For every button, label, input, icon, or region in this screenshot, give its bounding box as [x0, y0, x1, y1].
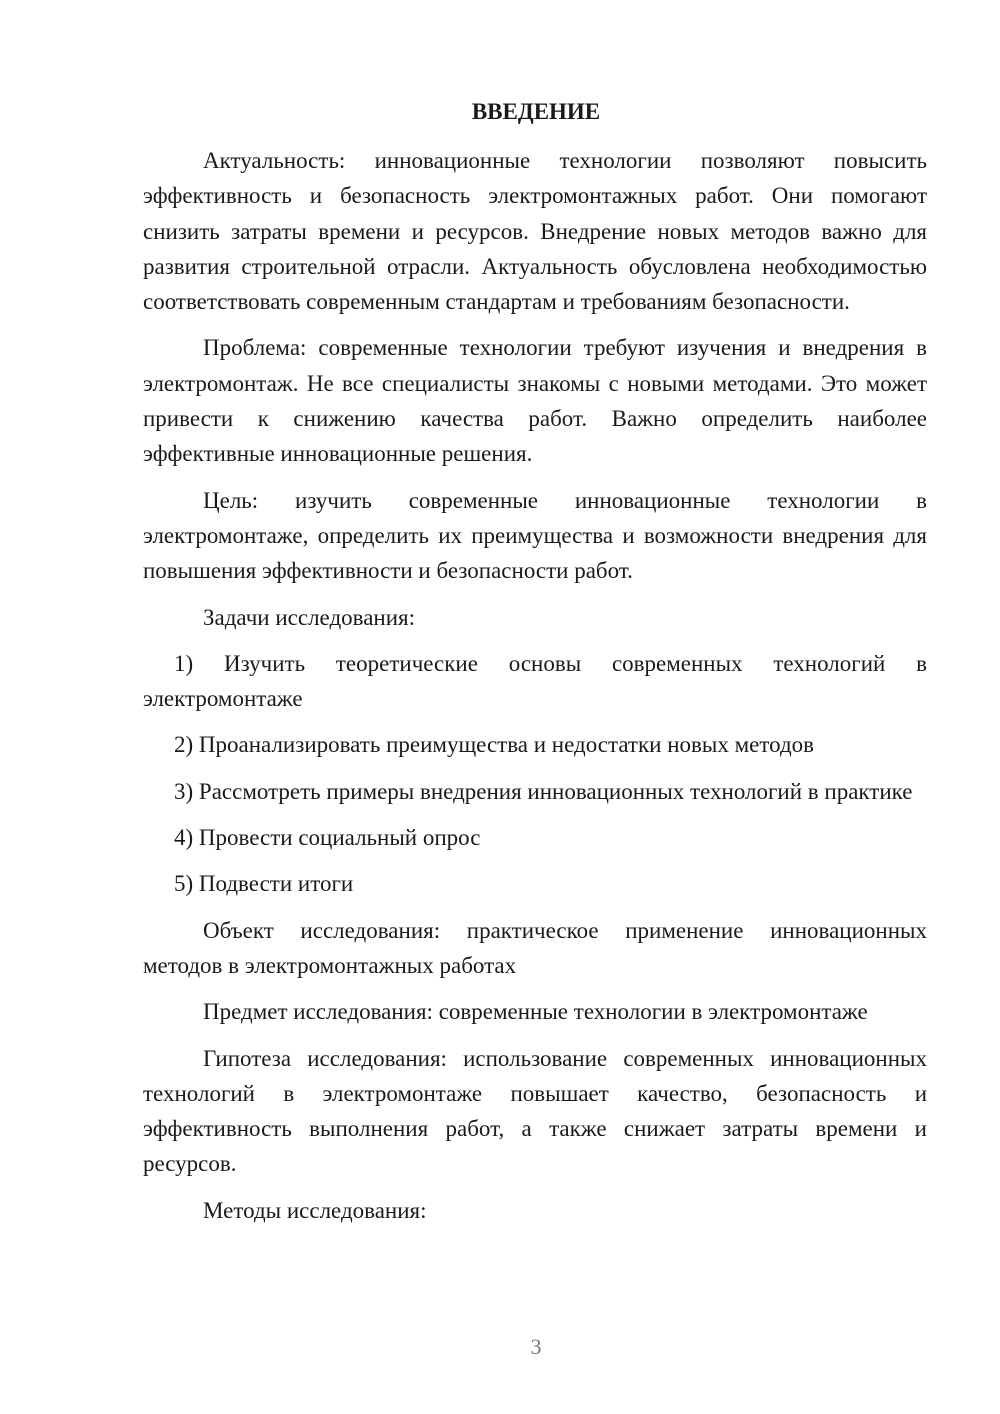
object-paragraph: Объект исследования: практическое применение инновационных методов в электромонтажных работах	[143, 917, 927, 978]
list-item: 1) Изучить теоретические основы современных технологий в электромонтаже	[143, 650, 927, 712]
tasks-heading: Задачи исследования:	[203, 604, 416, 630]
tasks-list	[143, 646, 927, 902]
list-item: 2) Проанализировать преимущества и недостатки новых методов	[174, 732, 815, 758]
relevance-paragraph: Актуальность: инновационные технологии позволяют повысить эффективность и безопасность электромонтажных работ. Они помогают снизить затраты времени и ресурсов. Внедрение новых методов важно для развития строительной отрасли. Актуальность обусловлена необходимостью соответствовать современным стандартам и требованиям безопасности.	[143, 148, 927, 315]
page-content	[143, 94, 927, 1239]
list-item: 3) Рассмотреть примеры внедрения инновационных технологий в практике	[174, 778, 913, 804]
methods-heading: Методы исследования:	[203, 1197, 427, 1223]
list-item: 4) Провести социальный опрос	[174, 825, 481, 851]
page-title: ВВЕДЕНИЕ	[471, 99, 601, 124]
problem-paragraph: Проблема: современные технологии требуют изучения и внедрения в электромонтаж. Не все специалисты знакомы с новыми методами. Это может привести к снижению качества работ. Важно определить наиболее эффективные инновационные решения.	[143, 335, 927, 467]
subject-paragraph: Предмет исследования: современные технологии в электромонтаже	[203, 999, 868, 1025]
hypothesis-paragraph: Гипотеза исследования: использование современных инновационных технологий в электромонтаже повышает качество, безопасность и эффективность выполнения работ, а также снижает затраты времени и ресурсов.	[143, 1045, 927, 1177]
page-number: 3	[530, 1334, 542, 1359]
goal-paragraph: Цель: изучить современные инновационные технологии в электромонтаже, определить их преимущества и возможности внедрения для повышения эффективности и безопасности работ.	[143, 487, 927, 584]
list-item: 5) Подвести итоги	[174, 871, 354, 897]
